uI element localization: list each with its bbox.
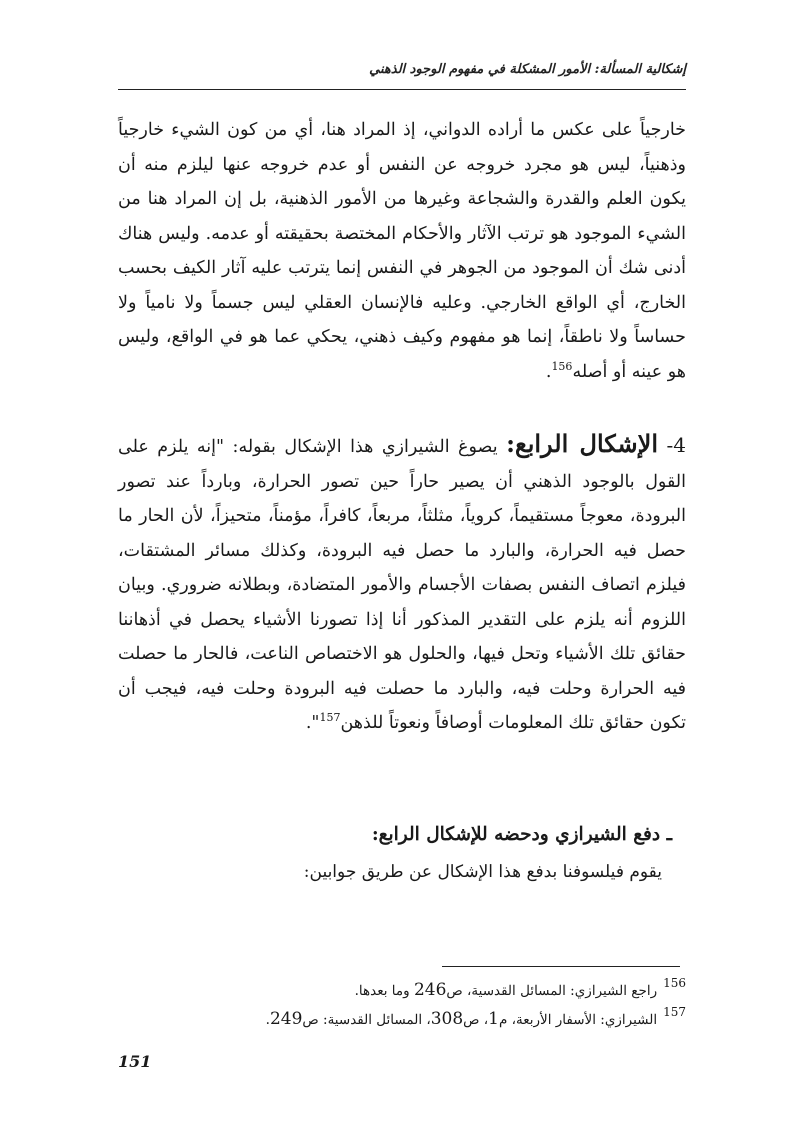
footnote-page: 249 — [269, 1009, 303, 1029]
section-4-number: 4- — [666, 433, 686, 457]
footnote-text: وما بعدها. — [354, 983, 414, 999]
footnote-text: الشيرازي: الأسفار الأربعة، م — [498, 1012, 658, 1028]
page-number: 151 — [118, 1052, 152, 1071]
footnote-text: راجع الشيرازي: المسائل القدسية، ص — [446, 983, 658, 999]
footnote-157 — [118, 1005, 686, 1034]
running-head: إشكالية المسألة: الأمور المشكلة في مفهوم الوجود الذهني — [369, 62, 686, 77]
footnote-number: 156 — [663, 976, 686, 990]
footnotes — [118, 976, 686, 1034]
footnote-rule — [442, 966, 680, 967]
section-4-end: ". — [305, 713, 320, 733]
footnote-ref-156[interactable]: 156 — [551, 359, 573, 373]
section-4-paragraph — [118, 427, 686, 741]
header-rule — [118, 89, 686, 90]
footnote-volume: 1 — [488, 1009, 499, 1029]
paragraph-1-text: خارجياً على عكس ما أراده الدواني، إذ المراد هنا، أي من كون الشيء خارجياً وذهنياً، ليس هو مجرد خروجه عن النفس أو عدم خروجه عنها ليلزم منه أن يكون العلم والقدرة والشجاعة وغيرها من الأمور الذهنية، بل إن المراد هنا من الشيء الموجود هو ترتب الآثار والأحكام المختصة بحقيقته أو عدمه. وليس هناك أدنى شك أن الموجود من الجوهر في النفس إنما يترتب عليه آثار الكيف بحسب الخارج، أي الواقع الخارجي. وعليه فالإنسان العقلي ليس جسماً ولا نامياً ولا حساساً ولا ناطقاً، إنما هو مفهوم وكيف ذهني، يحكي عما هو في الواقع، وليس هو عينه أو أصله — [118, 120, 686, 382]
footnote-ref-157[interactable]: 157 — [319, 711, 341, 725]
footnote-156 — [118, 976, 686, 1005]
subsection-text: يقوم فيلسوفنا بدفع هذا الإشكال عن طريق جوابين: — [303, 862, 662, 882]
paragraph-1-end: . — [545, 361, 552, 382]
footnote-text: ، ص — [463, 1012, 489, 1028]
subsection-heading: ـ دفع الشيرازي ودحضه للإشكال الرابع: — [371, 824, 672, 845]
footnote-page: 308 — [430, 1009, 464, 1029]
footnote-text: ، المسائل القدسية: ص — [302, 1012, 431, 1028]
section-4-title: الإشكال الرابع: — [506, 429, 659, 458]
paragraph-1 — [118, 113, 686, 389]
footnote-text: . — [265, 1012, 270, 1028]
footnote-page: 246 — [413, 980, 447, 1000]
footnote-number: 157 — [663, 1005, 686, 1019]
section-4-text: يصوغ الشيرازي هذا الإشكال بقوله: "إنه يلزم على القول بالوجود الذهني أن يصير حاراً حين تصور الحرارة، وبارداً عند تصور البرودة، معوجاً مستقيماً، كروياً، مثلثاً، مربعاً، كافراً، مؤمناً، متحيزاً، لأن الحار ما حصل فيه الحرارة، والبارد ما حصل فيه البرودة، وكذلك مسائر المشتقات، فيلزم اتصاف النفس بصفات الأجسام والأمور المتضادة، وبطلانه ضروري. وبيان اللزوم أنه يلزم على التقدير المذكور أنا إذا تصورنا الأشياء يحصل في أذهاننا حقائق تلك الأشياء وتحل فيها، والحلول هو الاختصاص الناعت، فالحار ما حصلت فيه الحرارة وحلت فيه، والبارد ما حصلت فيه البرودة وحلت فيه، فيجب أن تكون حقائق تلك المعلومات أوصافاً ونعوتاً للذهن — [118, 437, 686, 733]
